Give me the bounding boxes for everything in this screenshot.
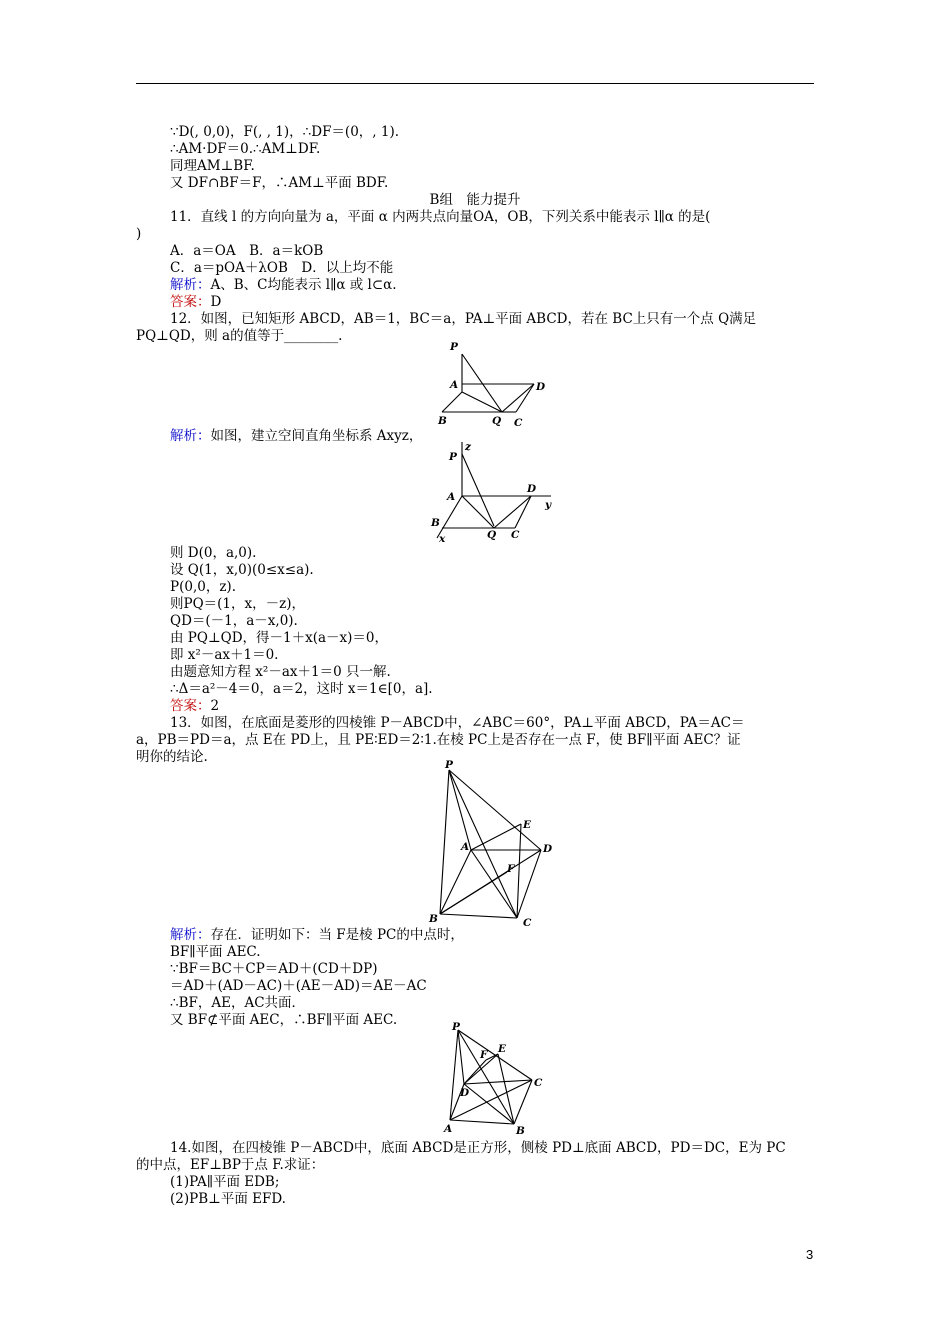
solution-line: [170, 428, 422, 445]
point-label: P: [450, 341, 458, 353]
solution-line: ＝AD＋(AD－AC)＋(AE－AD)＝AE－AC: [170, 978, 427, 994]
text-line: (2)PB⊥平面 EFD.: [170, 1191, 286, 1207]
point-label: Q: [487, 529, 497, 541]
solution-label: 解析：: [170, 927, 211, 943]
answer-text: D: [210, 294, 222, 310]
axis-label: x: [439, 533, 446, 545]
solution-line: P(0,0，z).: [170, 579, 236, 595]
text-line: 又 DF∩BF＝F，∴AM⊥平面 BDF.: [170, 175, 389, 191]
point-label: F: [480, 1049, 488, 1061]
answer-label: 答案：: [170, 294, 211, 310]
point-label: A: [461, 841, 470, 853]
point-label: A: [444, 1123, 453, 1135]
point-label: C: [523, 917, 532, 929]
point-label: D: [543, 843, 553, 855]
solution-text: 存在．证明如下：当 F是棱 PC的中点时，: [210, 927, 464, 943]
solution-line: ∴BF，AE，AC共面．: [170, 995, 306, 1011]
answer-line: [170, 698, 219, 715]
point-label: D: [460, 1087, 470, 1099]
point-label: F: [507, 863, 515, 875]
point-label: B: [431, 517, 440, 529]
section-heading: B组 能力提升: [429, 192, 521, 208]
question-13: 13．如图，在底面是菱形的四棱锥 P－ABCD中，∠ABC＝60°，PA⊥平面 ABCD，PA＝AC＝: [170, 715, 745, 731]
figure-q13: [425, 758, 560, 930]
option-line: C．a＝pOA＋λOB D．以上均不能: [170, 260, 394, 276]
answer-text: 2: [210, 698, 220, 714]
point-label: B: [516, 1125, 525, 1137]
figure-q12: [430, 340, 560, 432]
solution-line: ∴Δ＝a²－4＝0，a＝2，这时 x＝1∈[0，a].: [170, 681, 433, 697]
point-label: B: [438, 415, 447, 427]
question-11: 11．直线 l 的方向向量为 a，平面 α 内两共点向量OA，OB，下列关系中能表示 l∥α 的是(: [170, 209, 711, 225]
solution-line: 则PQ＝(1，x，－z)，: [170, 596, 305, 612]
point-label: P: [445, 759, 453, 771]
point-label: C: [514, 417, 523, 429]
page-number: 3: [806, 1247, 814, 1262]
point-label: C: [534, 1077, 543, 1089]
text-line: ∴AM·DF＝0.∴AM⊥DF.: [170, 141, 321, 157]
point-label: E: [523, 819, 532, 831]
axis-label: z: [465, 441, 471, 453]
solution-line: [170, 277, 397, 294]
question-12: 12．如图，已知矩形 ABCD，AB＝1，BC＝a，PA⊥平面 ABCD，若在 BC上只有一个点 Q满足: [170, 311, 757, 327]
point-label: D: [527, 483, 537, 495]
point-label: C: [511, 529, 520, 541]
header-rule: [136, 83, 814, 84]
solution-line: 又 BF⊄平面 AEC，∴BF∥平面 AEC.: [170, 1012, 398, 1028]
point-label: E: [498, 1043, 507, 1055]
option-line: A．a＝OA B．a＝kOB: [170, 243, 324, 259]
solution-label: 解析：: [170, 428, 211, 444]
solution-line: 则 D(0，a,0).: [170, 545, 257, 561]
solution-line: BF∥平面 AEC.: [170, 944, 261, 960]
text-line: ∵D(, 0,0)，F(, , 1)，∴DF＝(0，, 1).: [170, 124, 400, 140]
solution-line: 设 Q(1，x,0)(0≤x≤a).: [170, 562, 314, 578]
text-line: 同理AM⊥BF.: [170, 158, 255, 174]
point-label: B: [429, 913, 438, 925]
answer-line: [170, 294, 221, 311]
point-label: D: [536, 381, 546, 393]
axis-label: y: [545, 499, 552, 511]
question-14: 14.如图，在四棱锥 P－ABCD中，底面 ABCD是正方形，侧棱 PD⊥底面 ABCD，PD＝DC，E为 PC: [170, 1140, 786, 1156]
solution-text: 如图，建立空间直角坐标系 Axyz，: [210, 428, 423, 444]
solution-line: 由 PQ⊥QD，得－1＋x(a－x)＝0，: [170, 630, 389, 646]
solution-line: ∵BF＝BC＋CP＝AD＋(CD＋DP): [170, 961, 378, 977]
point-label: A: [450, 379, 459, 391]
solution-text: A、B、C均能表示 l∥α 或 l⊂α.: [210, 277, 397, 293]
text-line: 明你的结论.: [136, 749, 208, 765]
point-label: Q: [492, 415, 502, 427]
text-line: PQ⊥QD，则 a的值等于________.: [136, 328, 343, 344]
text-line: a，PB＝PD＝a，点 E在 PD上，且 PE∶ED＝2∶1.在棱 PC上是否存在一点 F，使 BF∥平面 AEC？证: [136, 732, 741, 748]
point-label: P: [452, 1021, 460, 1033]
solution-line: 即 x²－ax＋1＝0.: [170, 647, 279, 663]
figure-q12-coords: [425, 440, 560, 545]
point-label: A: [447, 491, 456, 503]
figure-q14: [442, 1021, 552, 1137]
text-line: ): [136, 226, 142, 242]
solution-line: 由题意知方程 x²－ax＋1＝0 只一解.: [170, 664, 391, 680]
solution-line: QD＝(－1，a－x,0).: [170, 613, 298, 629]
answer-label: 答案：: [170, 698, 211, 714]
text-line: (1)PA∥平面 EDB;: [170, 1174, 280, 1190]
solution-line: [170, 927, 464, 944]
text-line: 的中点，EF⊥BP于点 F.求证：: [136, 1157, 325, 1173]
solution-label: 解析：: [170, 277, 211, 293]
point-label: P: [449, 451, 457, 463]
